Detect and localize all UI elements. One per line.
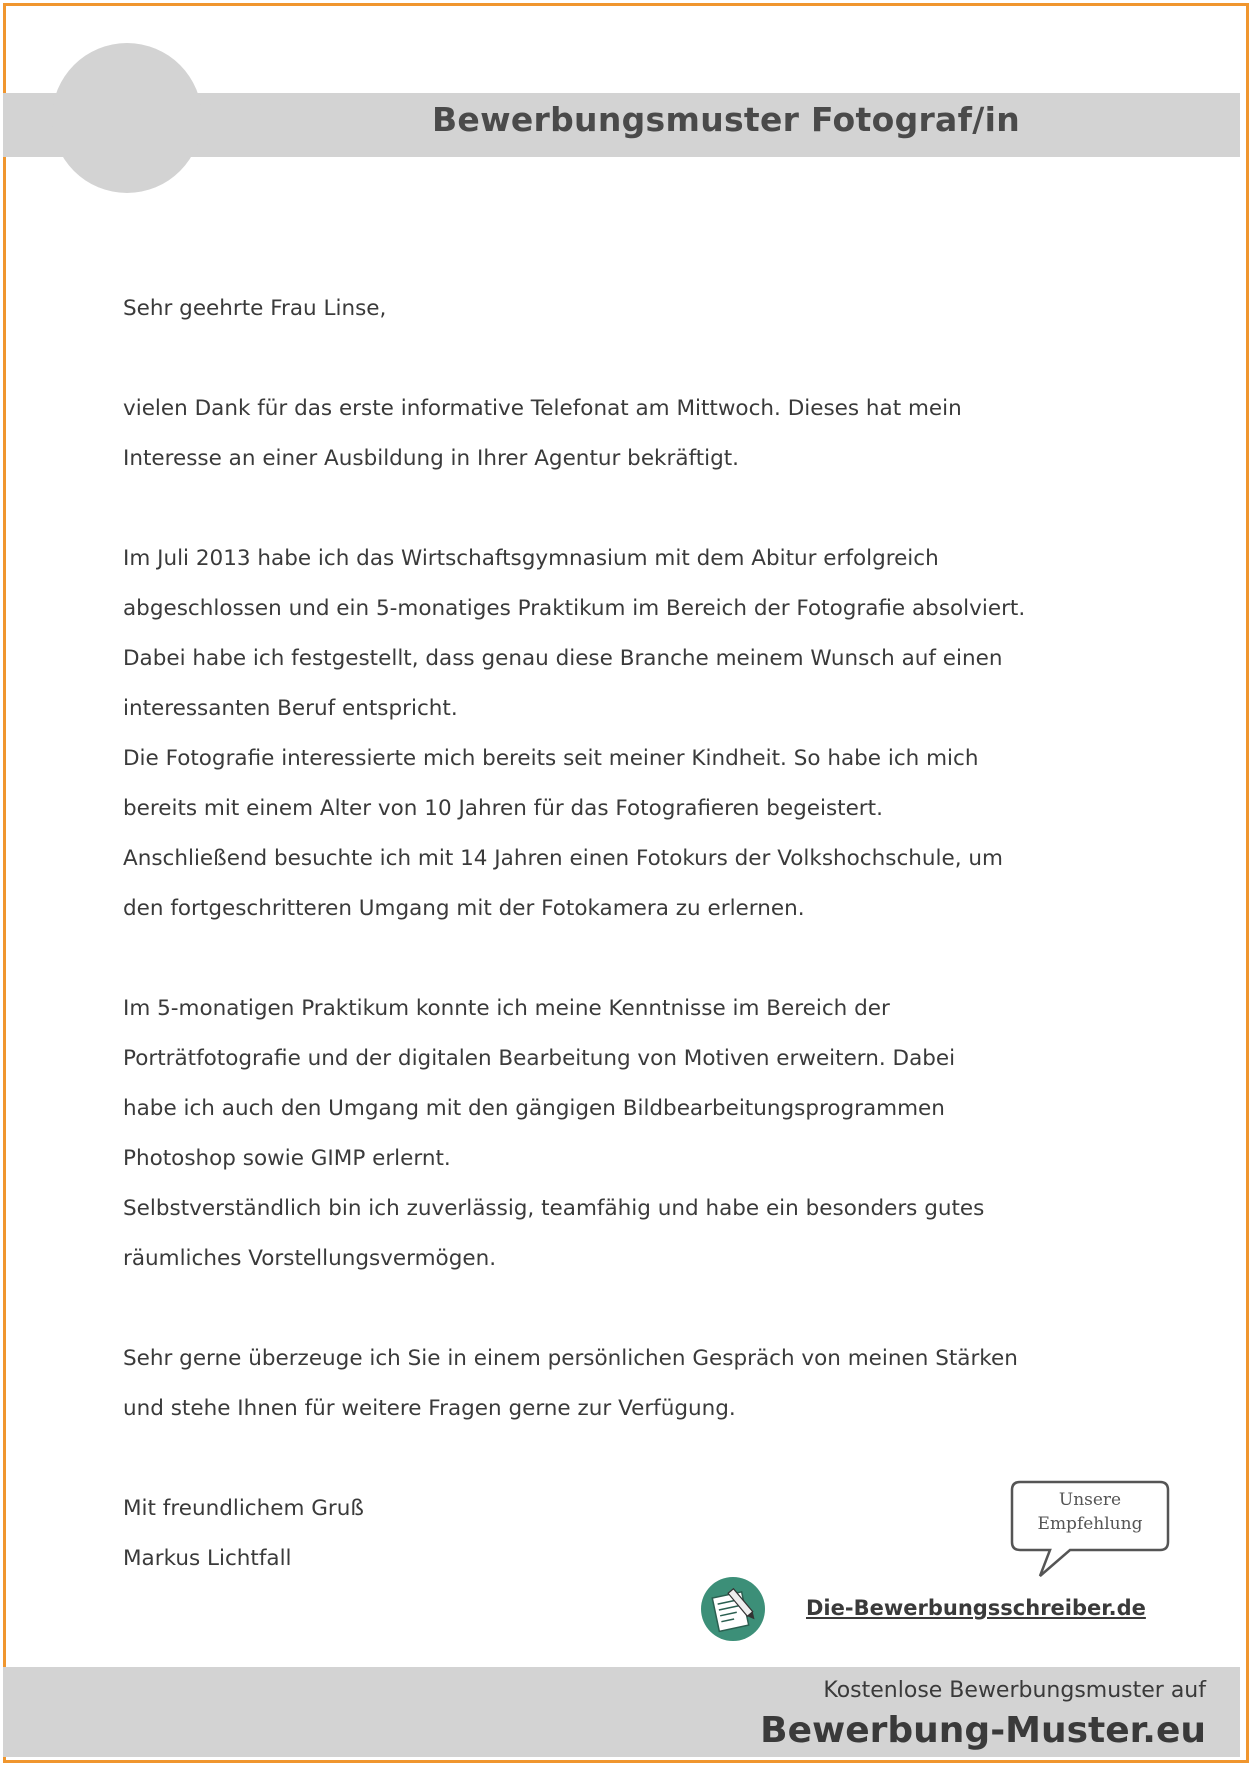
signature: Markus Lichtfall	[123, 1546, 292, 1571]
paragraph-gap	[123, 484, 1163, 534]
footer-site-name[interactable]: Bewerbung-Muster.eu	[760, 1710, 1206, 1751]
paragraph-3-line: räumliches Vorstellungsvermögen.	[123, 1246, 497, 1271]
page-title: Bewerbungsmuster Fotograf/in	[431, 100, 1021, 139]
recommendation-text	[1010, 1488, 1170, 1536]
paragraph-gap	[123, 934, 1163, 984]
paragraph-3-line: Selbstverständlich bin ich zuverlässig, teamfähig und habe ein besonders gutes	[123, 1196, 985, 1221]
letter-body	[123, 284, 1163, 1584]
paragraph-2-line: Dabei habe ich festgestellt, dass genau diese Branche meinem Wunsch auf einen	[123, 646, 1003, 671]
paragraph-gap	[123, 1434, 1163, 1484]
document-pen-icon	[700, 1576, 766, 1642]
footer-tagline: Kostenlose Bewerbungsmuster auf	[823, 1678, 1206, 1703]
recommendation-line-1: Unsere	[1058, 1490, 1122, 1510]
closing: Mit freundlichem Gruß	[123, 1496, 364, 1521]
recommendation-line-2: Empfehlung	[1037, 1514, 1143, 1534]
paragraph-gap	[123, 334, 1163, 384]
paragraph-4-line: und stehe Ihnen für weitere Fragen gerne zur Verfügung.	[123, 1396, 736, 1421]
paragraph-2-line: Anschließend besuchte ich mit 14 Jahren einen Fotokurs der Volkshochschule, um	[123, 846, 1003, 871]
paragraph-gap	[123, 1284, 1163, 1334]
paragraph-3-line: Im 5-monatigen Praktikum konnte ich meine Kenntnisse im Bereich der	[123, 996, 890, 1021]
recommendation-badge	[1010, 1480, 1170, 1552]
salutation: Sehr geehrte Frau Linse,	[123, 296, 387, 321]
paragraph-1-line: Interesse an einer Ausbildung in Ihrer Agentur bekräftigt.	[123, 446, 740, 471]
paragraph-2-line: Im Juli 2013 habe ich das Wirtschaftsgymnasium mit dem Abitur erfolgreich	[123, 546, 939, 571]
paragraph-3-line: Photoshop sowie GIMP erlernt.	[123, 1146, 451, 1171]
header-circle	[52, 43, 202, 193]
paragraph-2-line: abgeschlossen und ein 5-monatiges Praktikum im Bereich der Fotografie absolviert.	[123, 596, 1026, 621]
paragraph-1-line: vielen Dank für das erste informative Telefonat am Mittwoch. Dieses hat mein	[123, 396, 962, 421]
paragraph-3-line: habe ich auch den Umgang mit den gängigen Bildbearbeitungsprogrammen	[123, 1096, 945, 1121]
bewerbungsschreiber-link[interactable]: Die-Bewerbungsschreiber.de	[806, 1596, 1146, 1620]
paragraph-2-line: interessanten Beruf entspricht.	[123, 696, 458, 721]
paragraph-2-line: Die Fotografie interessierte mich bereits seit meiner Kindheit. So habe ich mich	[123, 746, 979, 771]
paragraph-2-line: den fortgeschritteren Umgang mit der Fotokamera zu erlernen.	[123, 896, 805, 921]
paragraph-4-line: Sehr gerne überzeuge ich Sie in einem persönlichen Gespräch von meinen Stärken	[123, 1346, 1018, 1371]
paragraph-3-line: Porträtfotografie und der digitalen Bearbeitung von Motiven erweitern. Dabei	[123, 1046, 956, 1071]
paragraph-2-line: bereits mit einem Alter von 10 Jahren für das Fotografieren begeistert.	[123, 796, 883, 821]
